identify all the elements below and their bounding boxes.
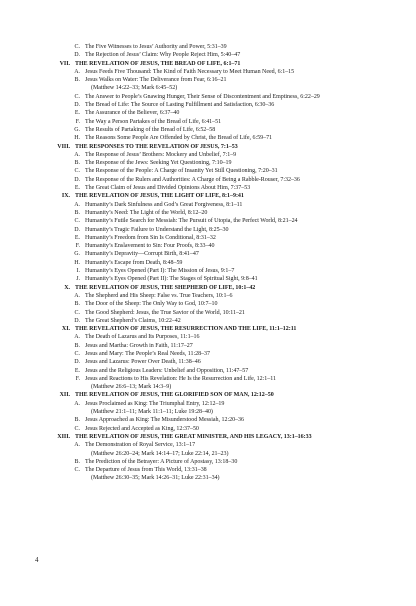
outline-item [0,201,416,209]
outline-text: Humanity’s Need: The Light of the World, 8:12–20 [85,209,208,216]
outline-text: The Response of the Rulers and Authorities: A Charge of Being a Rabble-Rouser, 7:32–36 [85,176,300,183]
outline-text: Humanity’s Dark Sinfulness and God’s Great Forgiveness, 8:1–11 [85,201,243,208]
outline-number: X. [64,284,70,291]
outline-text: The Death of Lazarus and Its Purposes, 11:1–16 [85,334,200,341]
outline-item [0,441,416,449]
outline-item [0,43,416,51]
outline-text: Jesus Proclaimed as King: The Triumphal Entry, 12:12–19 [85,400,225,407]
outline-number: B. [74,77,80,84]
outline-item [0,101,416,109]
outline-text: Humanity’s Eyes Opened (Part I): The Mission of Jesus, 9:1–7 [85,268,235,275]
outline-text: Jesus and Martha: Growth in Faith, 11:17–27 [85,342,193,349]
outline-text: The Way a Person Partakes of the Bread of Life, 6:41–51 [85,118,222,125]
outline-text: The Prediction of the Betrayer: A Picture of Apostasy, 13:18–30 [85,458,238,465]
outline-item [0,416,416,424]
outline-number: A. [74,68,80,75]
outline-text: The Results of Partaking of the Bread of Life, 6:52–58 [85,126,216,133]
outline-number: G. [74,126,80,133]
outline-number: XIII. [57,433,70,440]
outline-number: IX. [61,193,70,200]
outline-text: The Good Shepherd: Jesus, the True Savior of the World, 10:11–21 [85,309,245,316]
outline-number: B. [74,160,80,167]
outline-item [0,408,416,416]
outline-item [0,68,416,76]
outline-item [0,76,416,84]
outline-text: (Matthew 26:6–13; Mark 14:3–9) [91,384,172,391]
outline-number: C. [74,44,80,50]
outline-section-heading [0,284,416,292]
outline-text: Humanity’s Escape from Death, 8:48–59 [85,259,183,266]
outline-number: VII. [59,60,70,67]
outline-number: B. [74,342,80,349]
outline-number: XI. [61,326,70,333]
outline-list [0,43,416,483]
outline-number: B. [74,301,80,308]
outline-text: The Demonstration of Royal Service, 13:1–17 [85,442,196,449]
outline-text: Jesus and Reactions to His Revelation: He Is the Resurrection and Life, 12:1–11 [85,375,276,382]
outline-text: Jesus and Mary: The People’s Real Needs, 11:28–37 [85,350,211,357]
outline-item [0,109,416,117]
outline-number: D. [74,359,80,366]
outline-item [0,342,416,350]
outline-section-heading [0,192,416,200]
outline-text: Humanity’s Futile Search for Messiah: The Pursuit of Utopia, the Perfect World, 8:21–24 [85,218,298,225]
outline-item [0,209,416,217]
outline-item [0,167,416,175]
outline-number: C. [74,350,80,357]
outline-item [0,458,416,466]
outline-number: I. [76,268,80,275]
outline-text: The Rejection of Jesus’ Claim: Why People Reject Him, 5:40–47 [85,52,241,59]
outline-section-heading [0,433,416,441]
outline-text: The Response of Jesus’ Brothers: Mockery and Unbelief, 7:1–9 [85,151,237,158]
outline-item [0,159,416,167]
outline-text: The Response of the People: A Charge of Insanity Yet Still Questioning, 7:20–31 [85,168,278,175]
outline-text: The Door of the Sheep: The Only Way to God, 10:7–10 [85,301,218,308]
outline-number: A. [74,151,80,158]
outline-item [0,466,416,474]
outline-item [0,226,416,234]
outline-item [0,450,416,458]
outline-text: Jesus Feeds Five Thousand: The Kind of Faith Necessary to Meet Human Need, 6:1–15 [85,68,295,75]
outline-number: D. [74,52,80,59]
outline-text: Jesus Approached as King: The Misunderstood Messiah, 12:20–36 [85,417,244,424]
outline-number: E. [74,185,80,192]
outline-number: C. [74,218,80,225]
outline-number: A. [74,201,80,208]
outline-text: The Great Shepherd’s Claims, 10:22–42 [85,317,181,324]
outline-item [0,151,416,159]
outline-number: A. [74,292,80,299]
outline-item [0,267,416,275]
outline-section-heading [0,391,416,399]
outline-number: B. [74,458,80,465]
outline-item [0,51,416,59]
outline-text: The Shepherd and His Sheep: False vs. True Teachers, 10:1–6 [85,292,233,299]
outline-number: F. [75,243,80,250]
outline-text: The Bread of Life: The Source of Lasting Fulfillment and Satisfaction, 6:30–36 [85,102,275,109]
outline-number: B. [74,209,80,216]
outline-text: The Five Witnesses to Jesus’ Authority and Power, 5:31–39 [85,44,227,50]
outline-number: XII. [59,392,70,399]
page-number: 4 [35,556,39,564]
outline-text: THE REVELATION OF JESUS, THE BREAD OF LIFE, 6:1–71 [75,60,241,67]
outline-text: THE RESPONSES TO THE REVELATION OF JESUS, 7:1–53 [75,143,238,150]
outline-item [0,400,416,408]
outline-number: E. [74,110,80,117]
outline-item [0,217,416,225]
outline-item [0,425,416,433]
outline-text: THE REVELATION OF JESUS, THE SHEPHERD OF LIFE, 10:1–42 [75,284,256,291]
outline-number: G. [74,251,80,258]
outline-text: Humanity’s Enslavement to Sin: Four Proofs, 8:33–40 [85,243,215,250]
outline-item [0,292,416,300]
outline-item [0,367,416,375]
outline-text: THE REVELATION OF JESUS, THE GREAT MINISTER, AND HIS LEGACY, 13:1–16:33 [75,433,312,440]
outline-number: J. [76,276,80,283]
outline-item [0,275,416,283]
outline-number: C. [74,467,80,474]
outline-section-heading [0,143,416,151]
outline-number: A. [74,442,80,449]
outline-item [0,350,416,358]
outline-item [0,383,416,391]
outline-text: THE REVELATION OF JESUS, THE RESURRECTION AND THE LIFE, 11:1–12:11 [75,326,297,333]
outline-text: The Assurance of the Believer, 6:37–40 [85,110,180,117]
outline-item [0,126,416,134]
outline-item [0,474,416,482]
outline-text: Humanity’s Depravity—Corrupt Birth, 8:41–47 [85,251,199,258]
outline-item [0,93,416,101]
outline-number: F. [75,375,80,382]
outline-text: THE REVELATION OF JESUS, THE LIGHT OF LIFE, 8:1–9:41 [75,193,244,200]
outline-number: H. [74,135,80,142]
outline-number: C. [74,309,80,316]
outline-item [0,118,416,126]
outline-item [0,184,416,192]
outline-text: Humanity’s Freedom from Sin Is Conditional, 8:31–32 [85,234,216,241]
outline-text: Jesus and Lazarus: Power Over Death, 11:38–46 [85,359,201,366]
outline-text: (Matthew 26:20–24; Mark 14:14–17; Luke 22:14, 21–23) [91,450,229,457]
outline-text: Humanity’s Eyes Opened (Part II): The Stages of Spiritual Sight, 9:8–41 [85,276,258,283]
outline-item [0,242,416,250]
outline-item [0,234,416,242]
outline-item [0,317,416,325]
outline-item [0,375,416,383]
outline-item [0,134,416,142]
outline-item [0,309,416,317]
outline-item [0,333,416,341]
outline-number: B. [74,417,80,424]
outline-number: D. [74,102,80,109]
outline-number: E. [74,367,80,374]
outline-item [0,259,416,267]
outline-number: D. [74,226,80,233]
outline-number: C. [74,93,80,100]
outline-number: VIII. [57,143,70,150]
outline-text: The Departure of Jesus from This World, 13:31–38 [85,467,207,474]
outline-text: THE REVELATION OF JESUS, THE GLORIFIED SON OF MAN, 12:12–50 [75,392,274,399]
outline-number: H. [74,259,80,266]
outline-item [0,250,416,258]
outline-text: Jesus and the Religious Leaders: Unbelief and Opposition, 11:47–57 [85,367,249,374]
outline-text: The Reasons Some People Are Offended by Christ, the Bread of Life, 6:59–71 [85,135,273,142]
outline-section-heading [0,60,416,68]
outline-item [0,300,416,308]
outline-text: (Matthew 21:1–11; Mark 11:1–11; Luke 19:28–40) [91,409,213,416]
outline-number: A. [74,400,80,407]
outline-item [0,84,416,92]
outline-text: (Matthew 14:22–33; Mark 6:45–52) [91,85,178,92]
outline-number: D. [74,176,80,183]
outline-text: The Great Claim of Jesus and Divided Opinions About Him, 7:37–53 [85,185,251,192]
outline-number: F. [75,118,80,125]
outline-number: A. [74,334,80,341]
outline-item [0,358,416,366]
outline-item [0,176,416,184]
outline-text: Jesus Walks on Water: The Deliverance from Fear, 6:16–21 [85,77,227,84]
outline-number: E. [74,234,80,241]
outline-number: D. [74,317,80,324]
outline-section-heading [0,325,416,333]
outline-text: The Answer to People’s Gnawing Hunger, Their Sense of Discontentment and Emptiness, 6:22–29 [85,93,320,100]
outline-number: C. [74,168,80,175]
outline-text: (Matthew 26:30–35; Mark 14:26–31; Luke 22:31–34) [91,475,220,482]
outline-text: The Response of the Jews: Seeking Yet Questioning, 7:10–19 [85,160,232,167]
outline-text: Jesus Rejected and Accepted as King, 12:37–50 [85,425,199,432]
outline-text: Humanity’s Tragic Failure to Understand the Light, 8:25–30 [85,226,229,233]
outline-number: C. [74,425,80,432]
